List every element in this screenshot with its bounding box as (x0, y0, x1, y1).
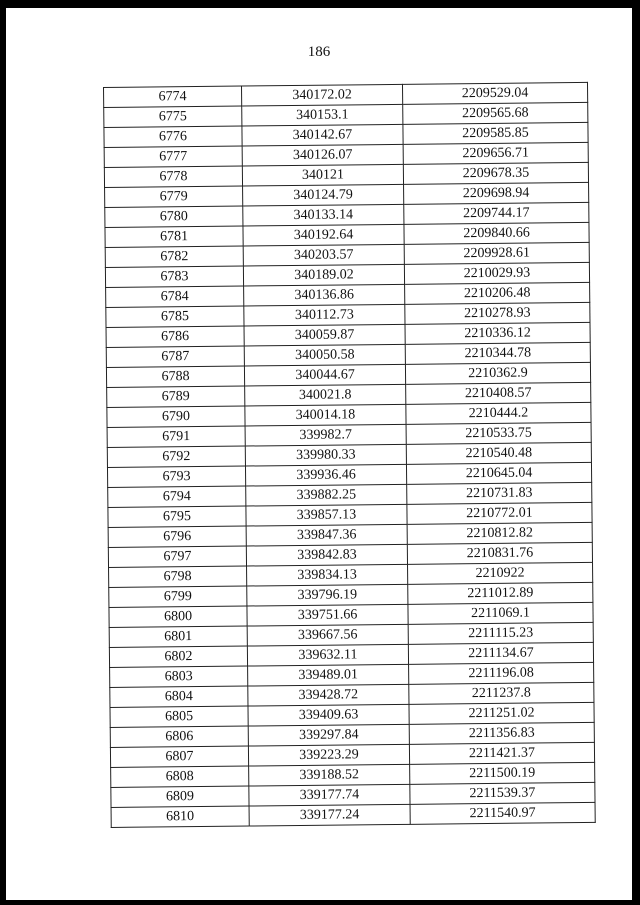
y-coordinate-cell: 2211237.8 (409, 682, 594, 704)
x-coordinate-cell: 340121 (242, 164, 403, 186)
y-coordinate-cell: 2210408.57 (406, 382, 591, 404)
x-coordinate-cell: 339751.66 (247, 604, 408, 626)
y-coordinate-cell: 2210540.48 (406, 442, 591, 464)
point-number-cell: 6784 (106, 286, 244, 307)
point-number-cell: 6787 (106, 346, 244, 367)
point-number-cell: 6781 (105, 226, 243, 247)
y-coordinate-cell: 2209585.85 (403, 122, 588, 144)
x-coordinate-cell: 340044.67 (244, 364, 405, 386)
point-number-cell: 6794 (108, 486, 246, 507)
x-coordinate-cell: 340124.79 (243, 184, 404, 206)
x-coordinate-cell: 340189.02 (243, 264, 404, 286)
point-number-cell: 6808 (111, 766, 249, 787)
point-number-cell: 6807 (110, 746, 248, 767)
point-number-cell: 6791 (107, 426, 245, 447)
x-coordinate-cell: 339223.29 (248, 744, 409, 766)
point-number-cell: 6775 (104, 106, 242, 127)
point-number-cell: 6778 (104, 166, 242, 187)
y-coordinate-cell: 2210362.9 (405, 362, 590, 384)
y-coordinate-cell: 2209928.61 (404, 242, 589, 264)
coordinate-table-wrapper (103, 82, 595, 828)
x-coordinate-cell: 340059.87 (244, 324, 405, 346)
point-number-cell: 6796 (108, 526, 246, 547)
y-coordinate-cell: 2211421.37 (409, 742, 594, 764)
y-coordinate-cell: 2211540.97 (410, 802, 595, 824)
y-coordinate-cell: 2209840.66 (404, 222, 589, 244)
y-coordinate-cell: 2211012.89 (408, 582, 593, 604)
table-body (104, 82, 596, 827)
point-number-cell: 6809 (111, 786, 249, 807)
point-number-cell: 6779 (105, 186, 243, 207)
y-coordinate-cell: 2209656.71 (403, 142, 588, 164)
y-coordinate-cell: 2211069.1 (408, 602, 593, 624)
x-coordinate-cell: 339796.19 (247, 584, 408, 606)
point-number-cell: 6785 (106, 306, 244, 327)
x-coordinate-cell: 340050.58 (244, 344, 405, 366)
y-coordinate-cell: 2211196.08 (409, 662, 594, 684)
y-coordinate-cell: 2210336.12 (405, 322, 590, 344)
point-number-cell: 6806 (110, 726, 248, 747)
y-coordinate-cell: 2210344.78 (405, 342, 590, 364)
x-coordinate-cell: 339834.13 (247, 564, 408, 586)
point-number-cell: 6803 (110, 666, 248, 687)
x-coordinate-cell: 340126.07 (242, 144, 403, 166)
x-coordinate-cell: 339188.52 (249, 764, 410, 786)
point-number-cell: 6797 (108, 546, 246, 567)
x-coordinate-cell: 339842.83 (246, 544, 407, 566)
x-coordinate-cell: 339489.01 (248, 664, 409, 686)
point-number-cell: 6788 (106, 366, 244, 387)
point-number-cell: 6805 (110, 706, 248, 727)
x-coordinate-cell: 339632.11 (247, 644, 408, 666)
x-coordinate-cell: 339177.74 (249, 784, 410, 806)
y-coordinate-cell: 2210731.83 (407, 482, 592, 504)
y-coordinate-cell: 2210831.76 (407, 542, 592, 564)
document-page (6, 8, 632, 900)
point-number-cell: 6810 (111, 806, 249, 827)
point-number-cell: 6800 (109, 606, 247, 627)
y-coordinate-cell: 2210645.04 (406, 462, 591, 484)
y-coordinate-cell: 2210533.75 (406, 422, 591, 444)
point-number-cell: 6783 (105, 266, 243, 287)
x-coordinate-cell: 340153.1 (242, 104, 403, 126)
x-coordinate-cell: 339428.72 (248, 684, 409, 706)
y-coordinate-cell: 2210206.48 (405, 282, 590, 304)
point-number-cell: 6774 (104, 86, 242, 107)
y-coordinate-cell: 2210278.93 (405, 302, 590, 324)
x-coordinate-cell: 340203.57 (243, 244, 404, 266)
x-coordinate-cell: 339297.84 (248, 724, 409, 746)
x-coordinate-cell: 339882.25 (246, 484, 407, 506)
point-number-cell: 6801 (109, 626, 247, 647)
page-number: 186 (307, 44, 331, 60)
y-coordinate-cell: 2209529.04 (402, 82, 587, 104)
y-coordinate-cell: 2210922 (408, 562, 593, 584)
point-number-cell: 6798 (109, 566, 247, 587)
x-coordinate-cell: 340133.14 (243, 204, 404, 226)
x-coordinate-cell: 340021.8 (245, 384, 406, 406)
y-coordinate-cell: 2210029.93 (404, 262, 589, 284)
x-coordinate-cell: 339982.7 (245, 424, 406, 446)
y-coordinate-cell: 2209744.17 (404, 202, 589, 224)
x-coordinate-cell: 339936.46 (245, 464, 406, 486)
x-coordinate-cell: 339409.63 (248, 704, 409, 726)
y-coordinate-cell: 2211500.19 (410, 762, 595, 784)
y-coordinate-cell: 2210772.01 (407, 502, 592, 524)
point-number-cell: 6792 (107, 446, 245, 467)
y-coordinate-cell: 2209565.68 (403, 102, 588, 124)
x-coordinate-cell: 340014.18 (245, 404, 406, 426)
y-coordinate-cell: 2211356.83 (409, 722, 594, 744)
point-number-cell: 6790 (107, 406, 245, 427)
x-coordinate-cell: 339177.24 (249, 804, 410, 826)
point-number-cell: 6786 (106, 326, 244, 347)
x-coordinate-cell: 339667.56 (247, 624, 408, 646)
point-number-cell: 6793 (107, 466, 245, 487)
point-number-cell: 6789 (107, 386, 245, 407)
y-coordinate-cell: 2211115.23 (408, 622, 593, 644)
x-coordinate-cell: 340112.73 (244, 304, 405, 326)
x-coordinate-cell: 340136.86 (244, 284, 405, 306)
x-coordinate-cell: 340172.02 (241, 84, 402, 106)
y-coordinate-cell: 2209678.35 (403, 162, 588, 184)
x-coordinate-cell: 339980.33 (245, 444, 406, 466)
point-number-cell: 6799 (109, 586, 247, 607)
point-number-cell: 6795 (108, 506, 246, 527)
coordinate-table (103, 82, 596, 828)
y-coordinate-cell: 2210812.82 (407, 522, 592, 544)
point-number-cell: 6780 (105, 206, 243, 227)
x-coordinate-cell: 340142.67 (242, 124, 403, 146)
y-coordinate-cell: 2210444.2 (406, 402, 591, 424)
point-number-cell: 6802 (109, 646, 247, 667)
y-coordinate-cell: 2211539.37 (410, 782, 595, 804)
point-number-cell: 6776 (104, 126, 242, 147)
y-coordinate-cell: 2211134.67 (408, 642, 593, 664)
x-coordinate-cell: 339847.36 (246, 524, 407, 546)
point-number-cell: 6782 (105, 246, 243, 267)
x-coordinate-cell: 339857.13 (246, 504, 407, 526)
x-coordinate-cell: 340192.64 (243, 224, 404, 246)
y-coordinate-cell: 2211251.02 (409, 702, 594, 724)
point-number-cell: 6777 (104, 146, 242, 167)
y-coordinate-cell: 2209698.94 (404, 182, 589, 204)
point-number-cell: 6804 (110, 686, 248, 707)
